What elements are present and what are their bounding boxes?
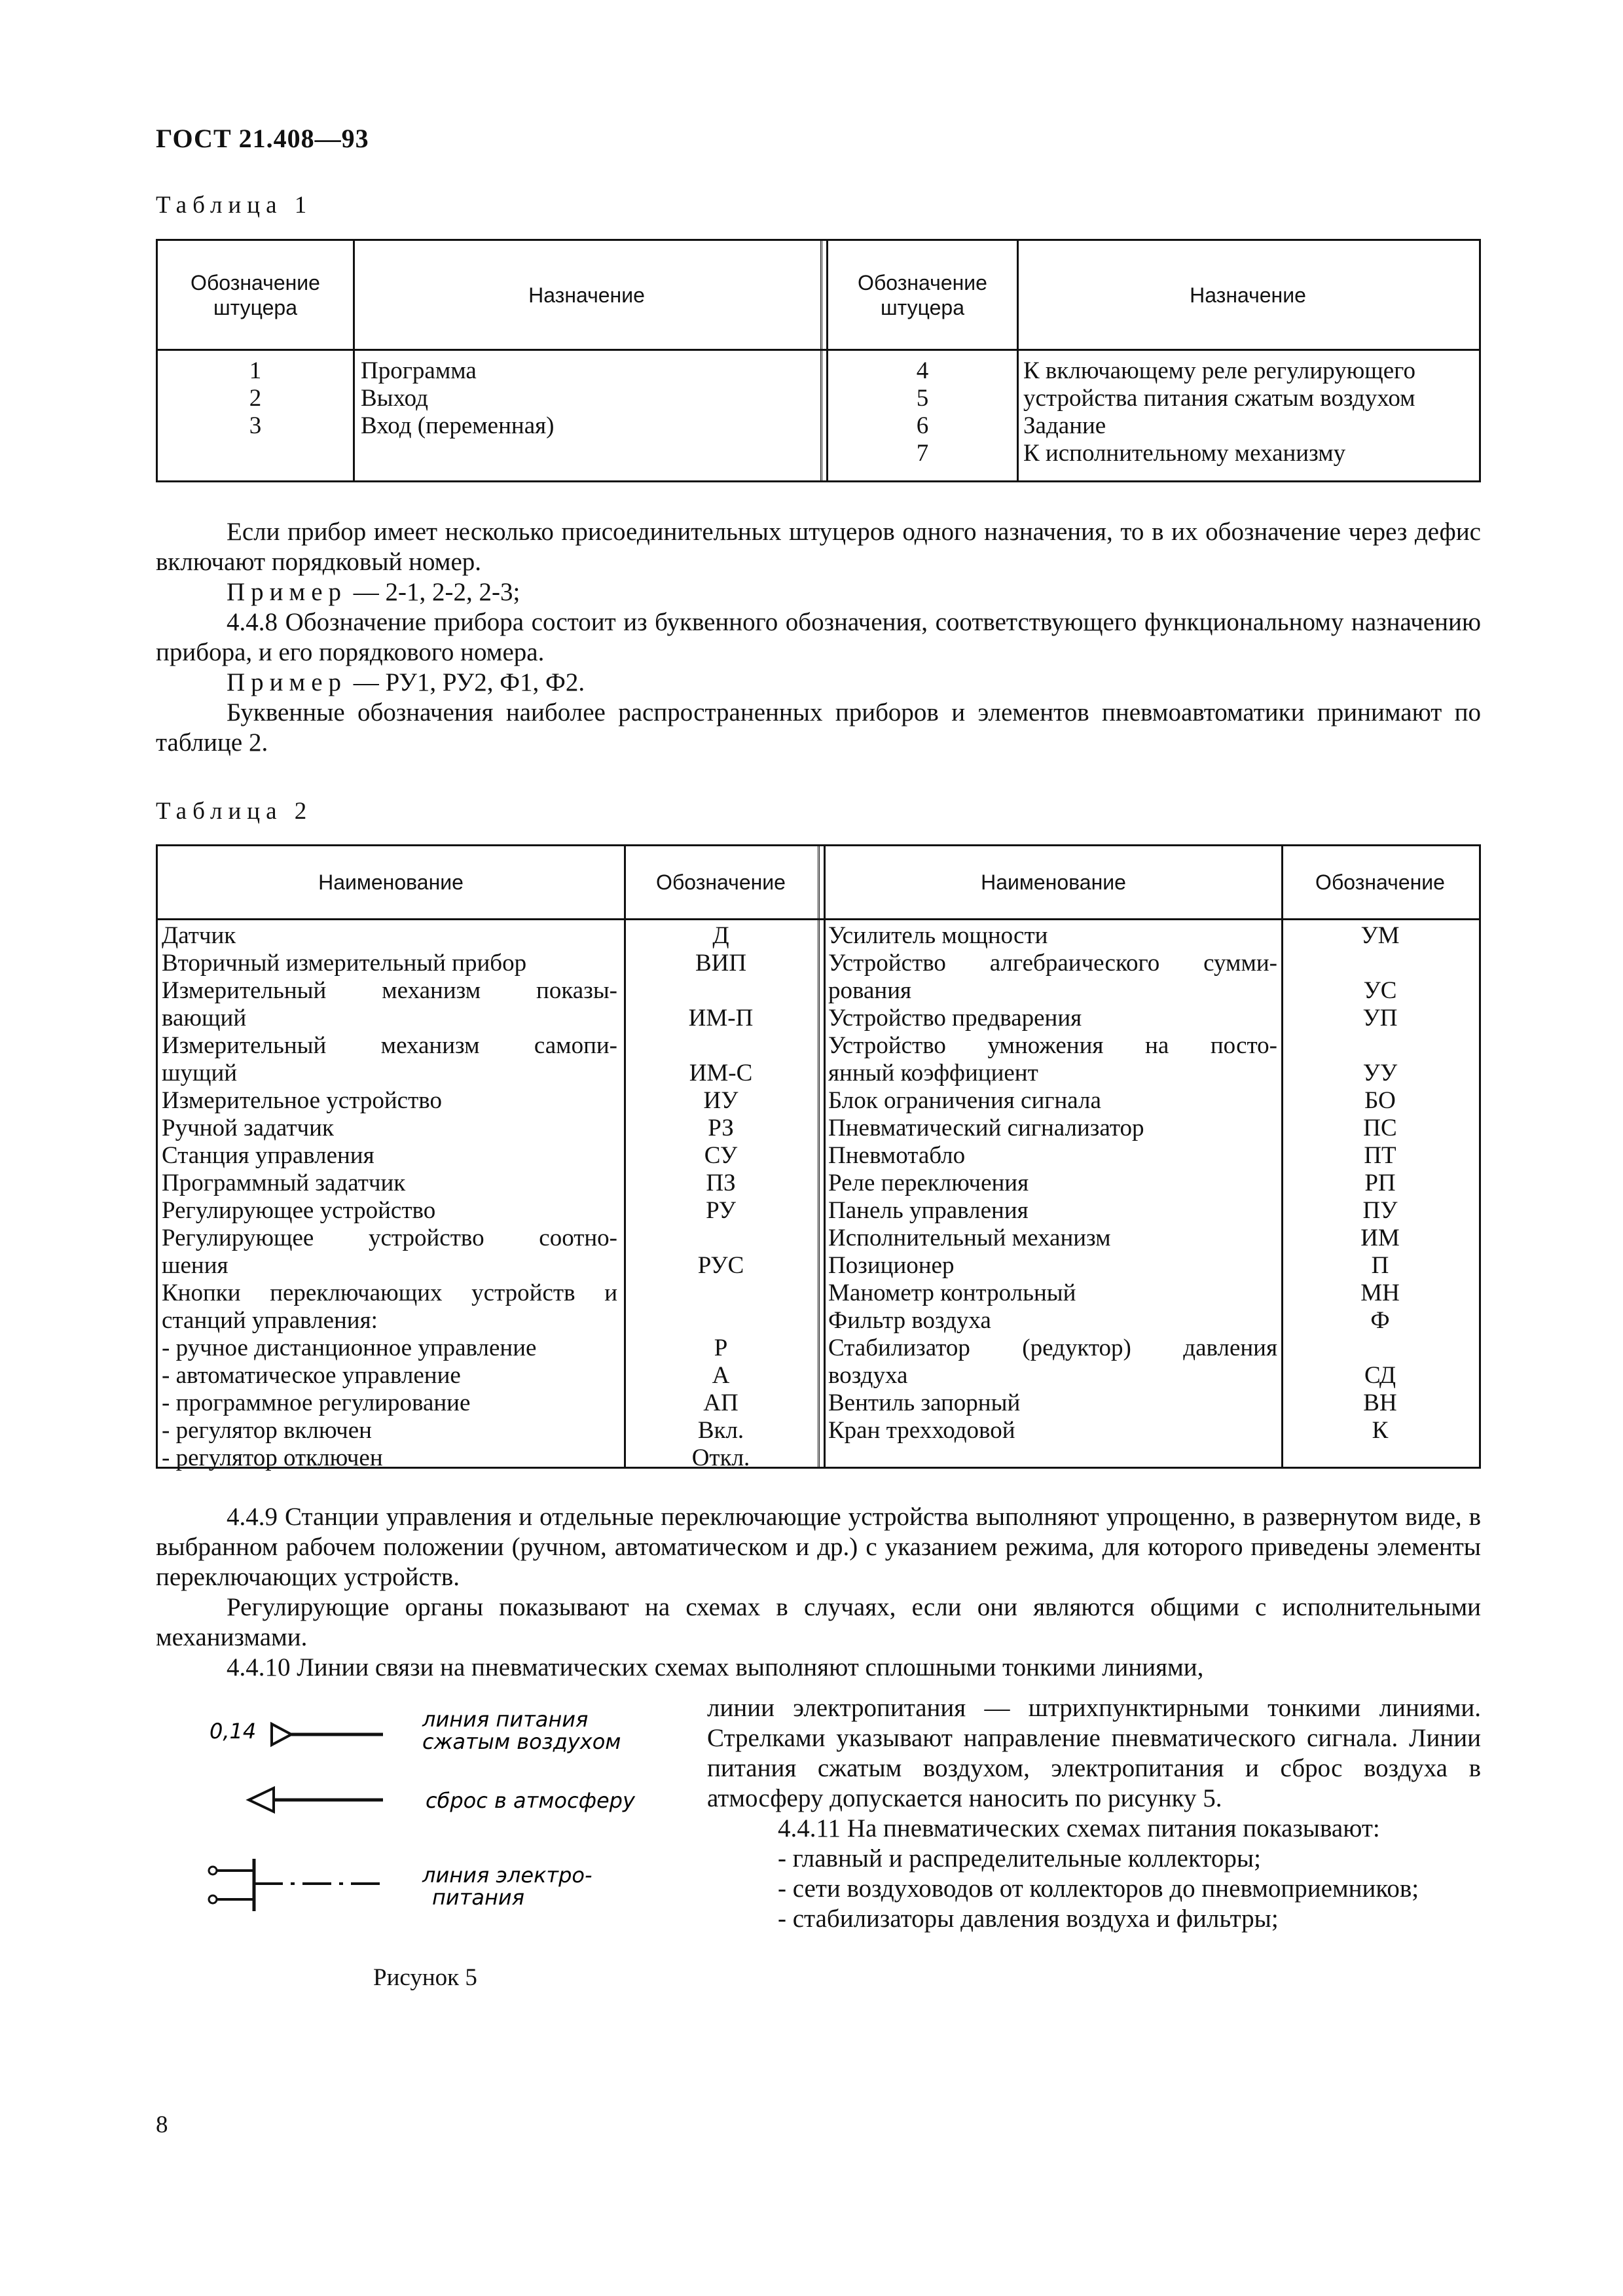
list-item: - сети воздуховодов от коллекторов до пневмоприемников;	[778, 1874, 1419, 1903]
table-cell: Пневмотабло	[828, 1142, 966, 1169]
table-cell: - регулятор отключен	[162, 1444, 383, 1471]
body-paragraphs-1	[156, 517, 1481, 758]
table-cell: Пневматический сигнализатор	[828, 1115, 1144, 1141]
table-cell: ПУ	[1362, 1197, 1398, 1224]
table-cell: ИМ	[1360, 1225, 1400, 1251]
table-cell: Измерительный механизм самопи-	[162, 1032, 617, 1059]
table-cell: РП	[1364, 1170, 1396, 1196]
table-cell: 4	[916, 357, 929, 384]
table2-header-name-right: Наименование	[981, 870, 1126, 894]
table-cell: шения	[162, 1252, 228, 1279]
table-cell: Измерительное устройство	[162, 1087, 442, 1114]
table-cell: ПС	[1363, 1115, 1397, 1141]
table-cell: УС	[1363, 977, 1397, 1004]
table-cell: УП	[1362, 1005, 1398, 1031]
table-cell: Вторичный измерительный прибор	[162, 950, 527, 977]
table-cell: РЗ	[708, 1115, 734, 1141]
table-cell: - автоматическое управление	[162, 1362, 461, 1389]
table1-header-code-left: Обозначение штуцера	[191, 270, 320, 319]
table-cell: Исполнительный механизм	[828, 1225, 1111, 1251]
table-cell: Кран трехходовой	[828, 1417, 1015, 1444]
table-cell: Устройство алгебраического сумми-	[828, 950, 1277, 977]
table-cell	[624, 1280, 818, 1307]
table-cell: СД	[1364, 1362, 1396, 1389]
table-cell: - ручное дистанционное управление	[162, 1335, 537, 1361]
table-cell: ПТ	[1364, 1142, 1396, 1169]
table-cell: А	[712, 1362, 730, 1389]
table-cell: ПЗ	[706, 1170, 736, 1196]
table-cell: рования	[828, 977, 912, 1004]
table1-right-codes	[828, 357, 1017, 467]
table-cell: К исполнительному механизму	[1023, 440, 1346, 467]
list-item: - главный и распределительные коллекторы;	[778, 1844, 1261, 1873]
table2-right-names	[828, 922, 1277, 1444]
table-cell: Вентиль запорный	[828, 1390, 1021, 1416]
paragraph-4-4-9: 4.4.9 Станции управления и отдельные переключающие устройства выполняют упрощенно, в развернутом виде, в выбранном рабочем положении (ручном, автоматическом и др.) с указанием режима, для которого приведены элементы переключающих устройств.	[156, 1503, 1481, 1591]
table-cell: СУ	[704, 1142, 738, 1169]
table-cell: Устройство предварения	[828, 1005, 1082, 1031]
table-cell: Усилитель мощности	[828, 922, 1048, 949]
table-cell: Станция управления	[162, 1142, 374, 1169]
table-cell: Позиционер	[828, 1252, 955, 1279]
table-cell: 2	[249, 385, 262, 412]
paragraph: Регулирующие органы показывают на схемах в случаях, если они являются общими с исполнительными механизмами.	[156, 1593, 1481, 1651]
label-electric-2: питания	[432, 1885, 524, 1910]
table-cell: Р	[714, 1335, 728, 1361]
table-cell: БО	[1364, 1087, 1396, 1114]
table2-left-names	[162, 922, 617, 1472]
table-cell	[624, 1225, 818, 1252]
table-cell	[624, 1032, 818, 1060]
table1-caption: Таблица 1	[156, 192, 313, 219]
table-cell: Д	[712, 922, 729, 949]
example-line: Пример — 2-1, 2-2, 2-3;	[227, 578, 520, 606]
table-cell: Ручной задатчик	[162, 1115, 334, 1141]
table-cell: 5	[916, 385, 929, 412]
table-cell: Панель управления	[828, 1197, 1029, 1224]
table-cell	[1281, 1032, 1479, 1060]
table-cell: - программное регулирование	[162, 1390, 471, 1416]
air-release-arrow-symbol	[249, 1788, 383, 1812]
label-compressed-air-2: сжатым воздухом	[422, 1729, 621, 1754]
table2-header-code-right: Обозначение	[1315, 870, 1445, 894]
label-compressed-air-1: линия питания	[422, 1707, 589, 1732]
table-cell: Программный задатчик	[162, 1170, 406, 1196]
figure-caption: Рисунок 5	[373, 1964, 477, 1991]
table2-left-codes	[624, 922, 818, 1472]
table-cell: Откл.	[691, 1444, 750, 1471]
table-cell: Программа	[361, 357, 477, 384]
table-cell: К включающему реле регулирующего	[1023, 357, 1415, 384]
table-cell: Фильтр воздуха	[828, 1307, 991, 1334]
table-cell: УУ	[1362, 1060, 1398, 1086]
table1-left-purposes	[361, 357, 812, 440]
label-electric-1: линия электро-	[422, 1863, 593, 1888]
table-cell: Регулирующее устройство соотно-	[162, 1225, 617, 1251]
table-cell	[624, 977, 818, 1005]
table-cell: устройства питания сжатым воздухом	[1023, 385, 1415, 412]
table2-caption: Таблица 2	[156, 798, 313, 825]
table2-right-codes	[1281, 922, 1479, 1444]
table-cell: 7	[916, 440, 929, 467]
line-width-label: 0,14	[210, 1719, 257, 1744]
table-cell: Кнопки переключающих устройств и	[162, 1280, 617, 1306]
table-cell: РУ	[706, 1197, 736, 1224]
table-cell: ИУ	[703, 1087, 739, 1114]
table1-header-purpose-right: Назначение	[1190, 283, 1306, 307]
table-cell: УМ	[1360, 922, 1400, 949]
table-cell: шущий	[162, 1060, 238, 1086]
table-cell: станций управления:	[162, 1307, 378, 1334]
label-air-release: сброс в атмосферу	[426, 1788, 635, 1813]
table-cell: К	[1372, 1417, 1389, 1444]
table-cell: РУС	[697, 1252, 744, 1279]
table1-right-purposes	[1023, 357, 1478, 467]
table-cell: П	[1371, 1252, 1389, 1279]
table-cell	[624, 1307, 818, 1335]
table-cell: ВИП	[695, 950, 747, 977]
table1-left-codes	[158, 357, 353, 440]
table-cell: Ф	[1370, 1307, 1390, 1334]
table-cell: ИМ-С	[689, 1060, 753, 1086]
figure-5	[157, 1702, 694, 1990]
example-line: Пример — РУ1, РУ2, Ф1, Ф2.	[227, 668, 585, 696]
paragraph-4-4-11: 4.4.11 На пневматических схемах питания показывают:	[778, 1814, 1380, 1842]
paragraph-4-4-10-rest: линии электропитания — штрихпунктирными тонкими линиями. Стрелками указывают направление пневматического сигнала. Линии питания сжатым воздухом, электропитания и сброс воздуха в атмосферу допускается наносить по рисунку 5.	[707, 1694, 1481, 1812]
table-cell: АП	[703, 1390, 739, 1416]
electric-power-line-symbol	[209, 1859, 383, 1911]
document-header: ГОСТ 21.408—93	[156, 124, 369, 153]
page-number: 8	[156, 2111, 168, 2138]
body-paragraphs-3	[707, 1693, 1481, 1934]
table-cell: Регулирующее устройство	[162, 1197, 436, 1224]
table-cell: Устройство умножения на посто-	[828, 1032, 1277, 1059]
table-cell: 6	[916, 412, 929, 439]
table-cell: вающий	[162, 1005, 247, 1031]
paragraph: Если прибор имеет несколько присоединительных штуцеров одного назначения, то в их обозначение через дефис включают порядковый номер.	[156, 518, 1481, 576]
table-cell: ВН	[1363, 1390, 1397, 1416]
table1	[156, 239, 1481, 482]
table-cell: Задание	[1023, 412, 1106, 439]
table1-header-purpose-left: Назначение	[528, 283, 645, 307]
paragraph-4-4-10-first-line: 4.4.10 Линии связи на пневматических схемах выполняют сплошными тонкими линиями,	[227, 1653, 1204, 1681]
table1-header-code-right: Обозначение штуцера	[858, 270, 987, 319]
table-cell: Вход (переменная)	[361, 412, 555, 439]
table2-header-name-left: Наименование	[318, 870, 464, 894]
table-cell: 3	[249, 412, 262, 439]
table-cell: Вкл.	[697, 1417, 744, 1444]
table-cell: 1	[249, 357, 262, 384]
table-cell: Блок ограничения сигнала	[828, 1087, 1101, 1114]
table-cell: Выход	[361, 385, 428, 412]
table-cell: МН	[1360, 1280, 1400, 1306]
table-cell: янный коэффициент	[828, 1060, 1038, 1086]
list-item: - стабилизаторы давления воздуха и фильтры;	[778, 1905, 1279, 1933]
table-cell: Измерительный механизм показы-	[162, 977, 617, 1004]
table-cell: Реле переключения	[828, 1170, 1029, 1196]
table2-header-code-left: Обозначение	[656, 870, 786, 894]
paragraph-4-4-8: 4.4.8 Обозначение прибора состоит из буквенного обозначения, соответствующего функциональному назначению прибора, и его порядкового номера.	[156, 608, 1481, 666]
table-cell: - регулятор включен	[162, 1417, 372, 1444]
table2	[156, 844, 1481, 1469]
table-cell: Датчик	[162, 922, 236, 949]
table-cell: ИМ-П	[688, 1005, 754, 1031]
paragraph: Буквенные обозначения наиболее распространенных приборов и элементов пневмоавтоматики принимают по таблице 2.	[156, 698, 1481, 757]
table-cell: Манометр контрольный	[828, 1280, 1076, 1306]
compressed-air-line-symbol	[272, 1724, 383, 1745]
table-cell: воздуха	[828, 1362, 908, 1389]
table-cell: Стабилизатор (редуктор) давления	[828, 1335, 1277, 1361]
body-paragraphs-2	[156, 1502, 1481, 1683]
table-cell	[1281, 1335, 1479, 1362]
table-cell	[1281, 950, 1479, 977]
